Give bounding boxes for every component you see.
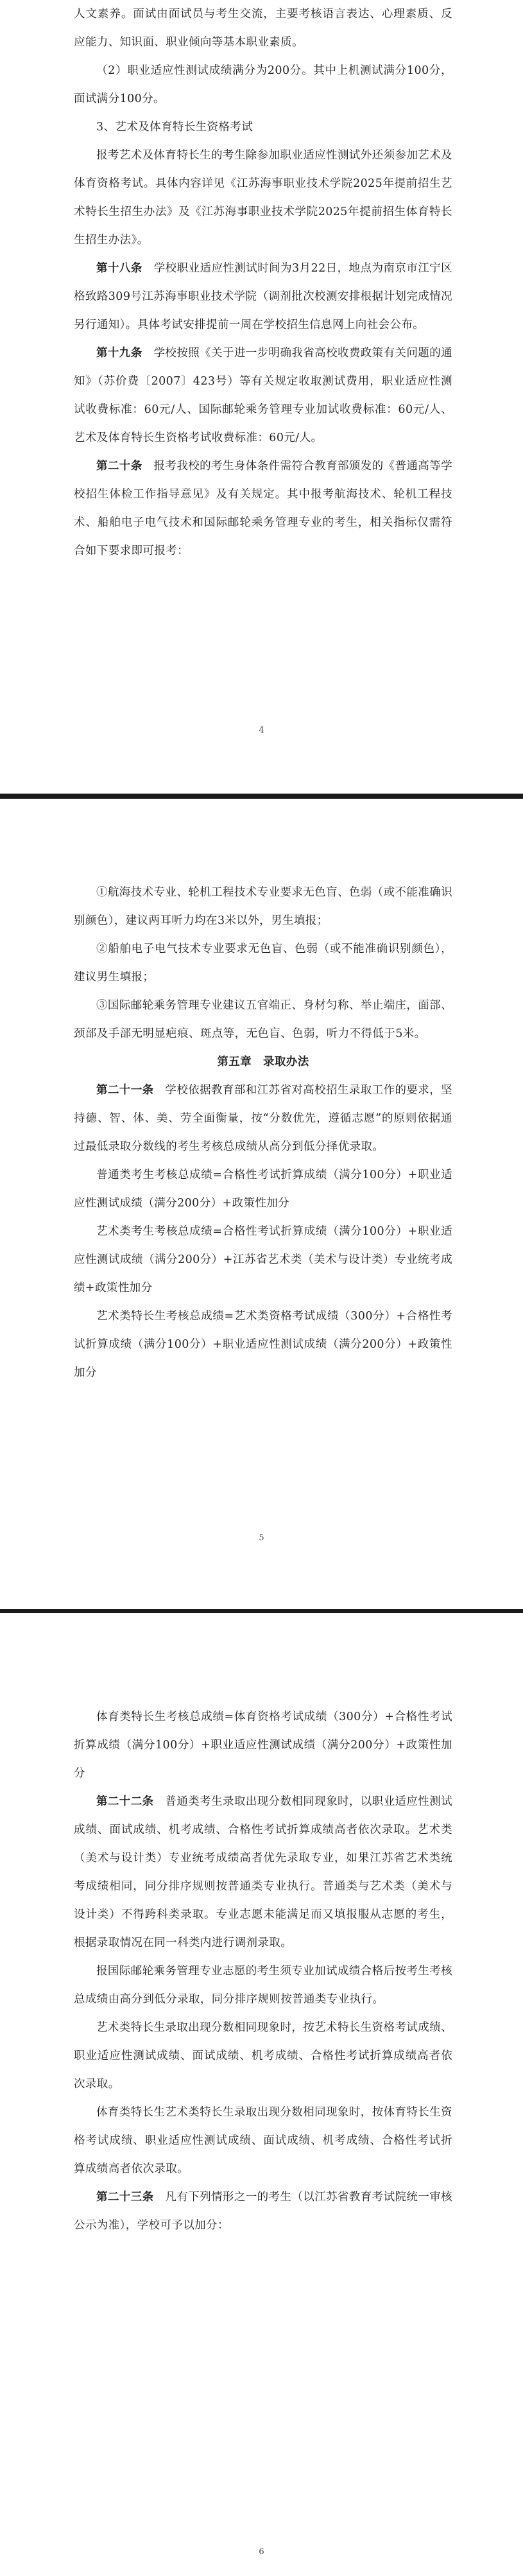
document-page-6 (0, 1613, 523, 2576)
article-23 (74, 2183, 452, 2240)
formula: 体育类特长生考核总成绩=体育资格考试成绩（300分）+合格性考试折算成绩（满分100分）+职业适应性测试成绩（满分200分）+政策性加分 (74, 1710, 452, 1780)
article-20 (74, 452, 452, 565)
page-body (74, 1703, 452, 2240)
article-text: 凡有下列情形之一的考生（以江苏省教育考试院统一审核公示为准），学校可予以加分： (74, 2191, 452, 2232)
paragraph: （2）职业适应性测试成绩满分为200分。其中上机测试满分100分，面试满分100分。 (74, 64, 452, 105)
page-number: 6 (259, 2547, 264, 2557)
formula: 艺术类考生考核总成绩=合格性考试折算成绩（满分100分）+职业适应性测试成绩（满分200分）+江苏省艺术类（美术与设计类）专业统考成绩+政策性加分 (74, 1225, 452, 1294)
article-22 (74, 1788, 452, 1957)
article-text: 学校按照《关于进一步明确我省高校收费政策有关问题的通知》（苏价费〔2007〕423号）等有关规定收取测试费用，职业适应性测试收费标准：60元/人、国际邮轮乘务管理专业加试收费标准：60元/人、艺术及体育特长生资格考试收费标准：60元/人。 (74, 347, 452, 444)
paragraph: 艺术类特长生录取出现分数相同现象时，按艺术特长生资格考试成绩、职业适应性测试成绩、面试成绩、机考成绩、合格性考试折算成绩高者依次录取。 (74, 2021, 452, 2091)
paragraph: 体育类特长生艺术类特长生录取出现分数相同现象时，按体育特长生资格考试成绩、职业适应性测试成绩、面试成绩、机考成绩、合格性考试折算成绩高者依次录取。 (74, 2106, 452, 2175)
page-divider (0, 794, 523, 799)
article-text: 普通类考生录取出现分数相同现象时，以职业适应性测试成绩、面试成绩、机考成绩、合格性考试折算成绩高者依次录取。艺术类（美术与设计类）专业统考成绩高者优先录取专业，如果江苏省艺术类统考成绩相同，同分排序规则按普通类专业执行。普通类与艺术类（美术与设计类）不得跨科类录取。专业志愿未能满足而又填报服从志愿的考生，根据录取情况在同一科类内进行调剂录取。 (74, 1795, 452, 1949)
document-page-5 (0, 801, 523, 1613)
paragraph: 人文素养。面试由面试员与考生交流，主要考核语言表达、心理素质、反应能力、知识面、职业倾向等基本职业素质。 (74, 8, 452, 49)
list-item: ②船舶电子电气技术专业要求无色盲、色弱（或不能准确识别颜色），建议男生填报； (74, 943, 452, 984)
article-label: 第十八条 (96, 262, 142, 275)
article-label: 第二十二条 (96, 1795, 154, 1808)
document-page-4 (0, 0, 523, 801)
article-text: 学校职业适应性测试时间为3月22日，地点为南京市江宁区格致路309号江苏海事职业技术学院（调剂批次校测安排根据计划完成情况另行通知）。具体考试安排提前一周在学校招生信息网上向社会公布。 (74, 262, 453, 331)
page-body (74, 878, 452, 1387)
page-number: 4 (259, 726, 264, 735)
list-item: ①航海技术专业、轮机工程技术专业要求无色盲、色弱（或不能准确识别颜色），建议两耳听力均在3米以外，男生填报； (74, 886, 452, 927)
paragraph: 报国际邮轮乘务管理专业志愿的考生须专业加试成绩合格后按考生考核总成绩由高分到低分录取，同分排序规则按普通类专业执行。 (74, 1965, 452, 2006)
page-body (74, 0, 452, 565)
paragraph: 报考艺术及体育特长生的考生除参加职业适应性测试外还须参加艺术及体育资格考试。具体内容详见《江苏海事职业技术学院2025年提前招生艺术特长生招生办法》及《江苏海事职业技术学院2025年提前招生体育特长生招生办法》。 (74, 149, 452, 247)
section-heading: 3、艺术及体育特长生资格考试 (96, 121, 253, 134)
article-21 (74, 1076, 452, 1161)
chapter-title: 第五章 录取办法 (217, 1056, 309, 1068)
article-19 (74, 339, 452, 452)
article-text: 学校依据教育部和江苏省对高校招生录取工作的要求，坚持德、智、体、美、劳全面衡量，按“分数优先，遵循志愿”的原则依据通过最低录取分数线的考生考核总成绩从高分到低分择优录取。 (74, 1084, 452, 1153)
formula: 普通类考生考核总成绩=合格性考试折算成绩（满分100分）+职业适应性测试成绩（满分200分）+政策性加分 (74, 1169, 452, 1210)
article-18 (74, 254, 452, 339)
article-text: 报考我校的考生身体条件需符合教育部颁发的《普通高等学校招生体检工作指导意见》及有关规定。其中报考航海技术、轮机工程技术、船舶电子电气技术和国际邮轮乘务管理专业的考生，相关指标仅需符合如下要求即可报考： (74, 460, 452, 557)
article-label: 第二十条 (96, 460, 142, 473)
formula: 艺术类特长生考核总成绩=艺术类资格考试成绩（300分）+合格性考试折算成绩（满分100分）+职业适应性测试成绩（满分200分）+政策性加分 (74, 1310, 452, 1379)
article-label: 第二十三条 (96, 2191, 154, 2204)
article-label: 第二十一条 (96, 1084, 154, 1097)
article-label: 第十九条 (96, 347, 142, 360)
page-number: 5 (259, 1533, 264, 1543)
list-item: ③国际邮轮乘务管理专业建议五官端正、身材匀称、举止端庄，面部、颈部及手部无明显疤痕、斑点等，无色盲、色弱，听力不得低于5米。 (74, 999, 452, 1040)
